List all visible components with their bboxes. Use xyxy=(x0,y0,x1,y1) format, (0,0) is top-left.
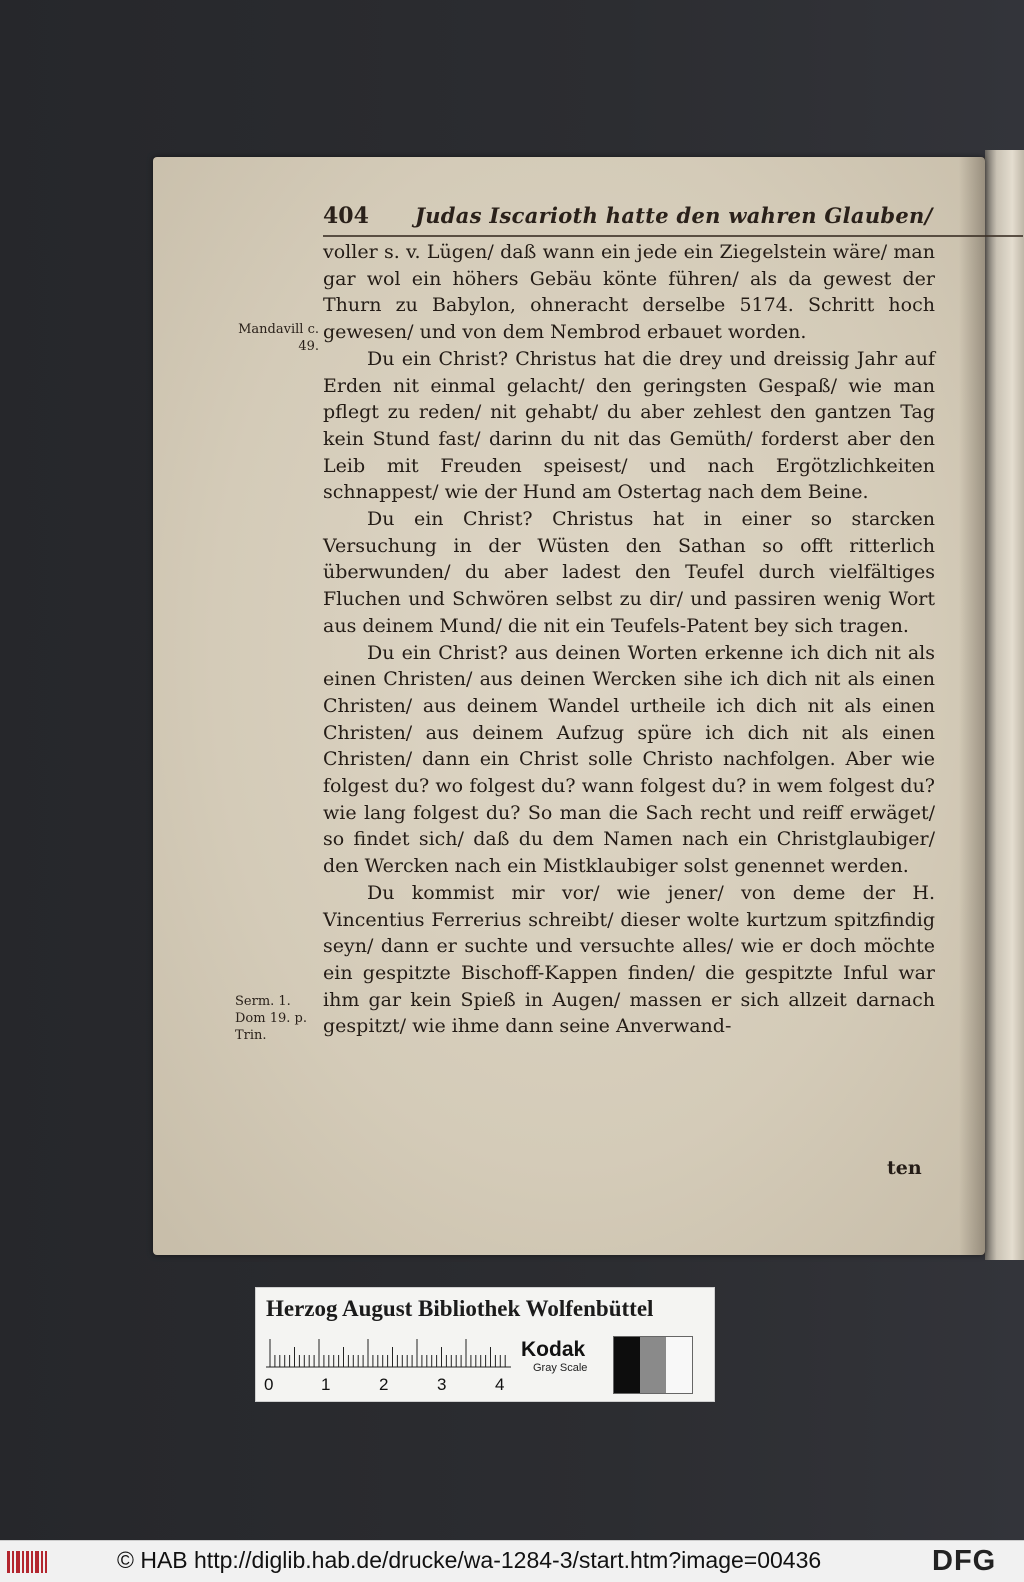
color-calibration-card xyxy=(255,1287,715,1402)
ruler-numbers xyxy=(262,1375,512,1395)
paragraph-3: Du ein Christ? Christus hat in einer so starcken Versuchung in der Wüsten den Sathan so offt ritterlich überwunden/ du aber ladest den Teufel durch vielfältiges Fluchen und Schwören selbst zu dir/ und passiren wenig Wort aus deinem Mund/ die nit ein Teufels-Patent bey sich tragen. xyxy=(323,508,935,637)
ruler-number: 1 xyxy=(321,1375,331,1394)
swatch-gray xyxy=(640,1337,666,1393)
swatch-white xyxy=(666,1337,692,1393)
facing-page-edge xyxy=(985,150,1024,1260)
ruler-number: 0 xyxy=(264,1375,274,1394)
hab-barcode-icon xyxy=(6,1549,48,1575)
dfg-logo: DFG xyxy=(932,1545,997,1577)
margin-note-sermon: Serm. 1. Dom 19. p. Trin. xyxy=(235,994,307,1043)
page-header xyxy=(323,199,1023,235)
margin-note-mandavill: Mandavill c. 49. xyxy=(238,322,319,354)
ruler-number: 3 xyxy=(437,1375,447,1394)
gray-scale-label: Gray Scale xyxy=(533,1362,588,1374)
footer-bar xyxy=(0,1540,1024,1582)
gray-swatches xyxy=(613,1336,693,1394)
book-page xyxy=(153,157,985,1255)
paragraph-4: Du ein Christ? aus deinen Worten erkenne ich dich nit als einen Christen/ aus deinen Wercken sihe ich dich nit als einen Christen/ aus deinem Wandel urtheile ich dich nit als einen Christen/ aus deinem Aufzug spüre ich dich nit als einen Christen/ dann ein Christ solle Christo nachfolgen. Aber wie folgest du? wo folgest du? wann folgest du? in wem folgest du? wie lang folgest du? So man die Sach recht und reiff erwäget/ so findet sich/ daß du dem Namen nach ein Christglaubiger/ den Wercken nach ein Mistklaubiger solst genennet werden. xyxy=(323,641,935,878)
header-rule xyxy=(323,235,1023,237)
paragraph-2: Du ein Christ? Christus hat die drey und dreissig Jahr auf Erden nit einmal gelacht/ den geringsten Gespaß/ wie man pflegt zu reden/ nit gehabt/ du aber zehlest den gantzen Tag kein Stund fast/ darinn du nit das Gemüth/ forderst aber den Leib mit Freuden speisest/ und nach Ergötzlichkeiten schnappest/ wie der Hund am Ostertag nach dem Beine. xyxy=(323,347,935,504)
ruler-number: 2 xyxy=(379,1375,389,1394)
ruler-scale xyxy=(266,1338,511,1368)
copyright-link[interactable]: © HAB http://diglib.hab.de/drucke/wa-1284-3/start.htm?image=00436 xyxy=(117,1547,822,1573)
page-number: 404 xyxy=(323,203,369,229)
paragraph-5: Du kommist mir vor/ wie jener/ von deme der H. Vincentius Ferrerius schreibt/ dieser wolte kurtzum spitzfindig seyn/ dann er suchte und versuchte alles/ wie er doch möchte ein gespitzte Bischoff-Kappen finden/ die gespitzte Inful war ihm gar kein Spieß in Augen/ massen er sich allzeit darnach gespitzt/ wie ihme dann seine Anverwand- xyxy=(323,881,935,1038)
page-gutter-shadow xyxy=(959,157,985,1255)
ruler-number: 4 xyxy=(495,1375,505,1394)
swatch-black xyxy=(614,1337,640,1393)
catchword: ten xyxy=(887,1157,922,1179)
paragraph-1: voller s. v. Lügen/ daß wann ein jede ein Ziegelstein wäre/ man gar wol ein höhers Gebäu könte führen/ als da gewest der Thurn zu Babylon, ohneracht derselbe 5174. Schritt hoch gewesen/ und von dem Nembrod erbauet worden. xyxy=(323,241,935,344)
institution-name: Herzog August Bibliothek Wolfenbüttel xyxy=(266,1296,654,1321)
running-title: Judas Iscarioth hatte den wahren Glauben/ xyxy=(415,203,933,228)
body-text xyxy=(323,239,935,1040)
kodak-logo: Kodak xyxy=(521,1338,586,1361)
